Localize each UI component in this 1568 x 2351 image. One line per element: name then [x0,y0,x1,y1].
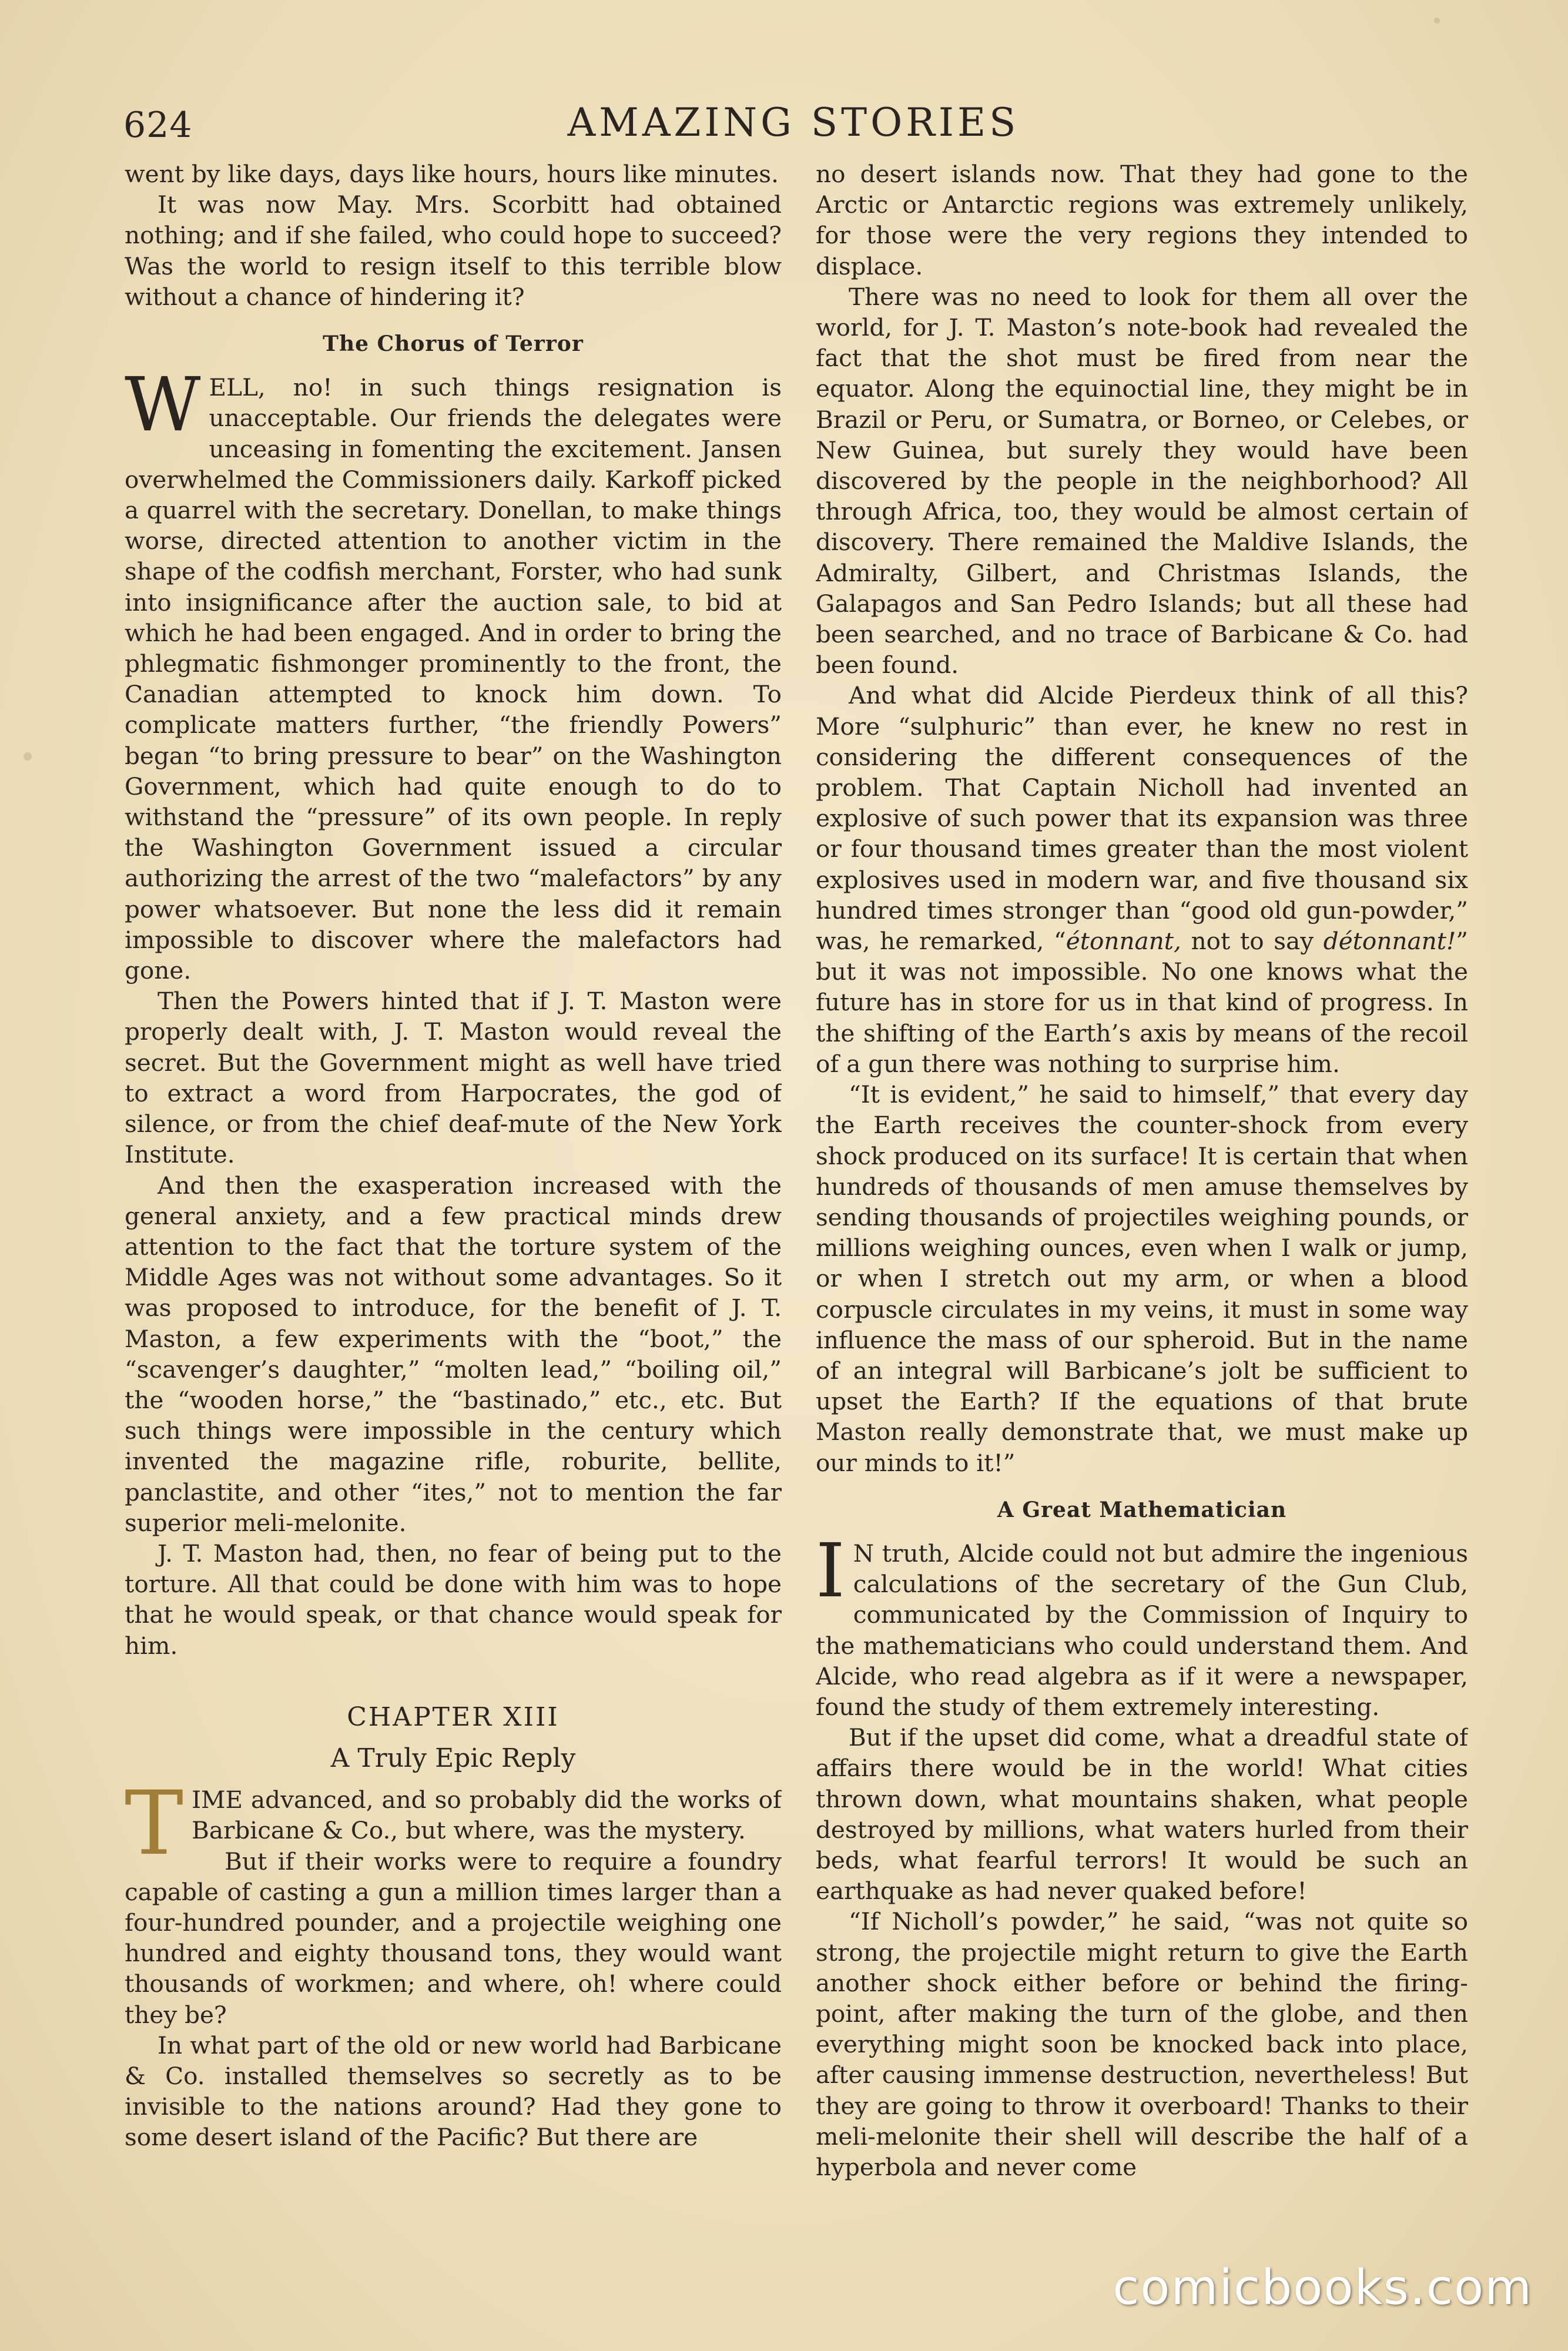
drop-cap: W [125,361,201,448]
paragraph-text: And what did Alcide Pierdeux think of all this? More “sulphuric” than ever, he knew no rest in considering the different consequences of the problem. That Captain Nicholl had invented an explosive of such power that its expansion was three or four thousand times greater than the most violent explosives used in modern war, and five thousand six hundred times stronger than “good old gun-powder,” was, he remarked, “ [816,681,1468,956]
paragraph [125,1773,782,1876]
paragraph: It was now May. Mrs. Scorbitt had obtained nothing; and if she failed, who could hope to succeed? Was the world to resign itself to this terrible blow without a chance of hindering it? [125,190,782,311]
right-column [816,159,1468,2251]
paragraph: In what part of the old or new world had Barbicane & Co. installed themselves so secretly as to be invisible to the nations around? Had they gone to some desert island of the Pacific? But there are [125,2031,782,2152]
paragraph: “It is evident,” he said to himself,” that every day the Earth receives the counter-shock from every shock produced on its surface! It is certain that when hundreds of thousands of men amuse themselves by sending thousands of projectiles weighing pounds, or millions weighing ounces, even when I walk or jump, or when I stretch out my arm, or when a blood corpuscle circulates in my veins, it must in some way influence the mass of our spheroid. But in the name of an integral will Barbicane’s jolt be sufficient to upset the Earth? If the equations of that brute Maston really demonstrate that, we must make up our minds to it!” [816,1080,1468,1477]
left-column [125,159,782,2251]
paragraph: no desert islands now. That they had gone to the Arctic or Antarctic regions was extremely unlikely, for those were the very regions they intended to displace. [816,160,1468,280]
page-header [123,100,1463,165]
paragraph-text: IME advanced, and so probably did the works of Barbicane & Co., but where, was the mystery. [192,1786,782,1845]
paper-stain [1434,18,1440,24]
paragraph-text: ELL, no! in such things resignation is unacceptable. Our friends the delegates were unceasing in fomenting the excitement. Jansen overwhelmed the Commissioners daily. Karkoff picked a quarrel with the secretary. Donellan, to make things worse, directed attention to another victim in the shape of the codfish merchant, Forster, who had sunk into insignificance after the auction sale, to bid at which he had been engaged. And in order to bring the phlegmatic fishmonger prominently to the front, the Canadian attempted to knock him down. To complicate matters further, “the friendly Powers” began “to bring pressure to bear” on the Washington Government, which had quite enough to do to withstand the “pressure” of its own people. In reply the Washington Government issued a circular authorizing the arrest of the two “malefactors” by any power whatsoever. But none the less did it remain impossible to discover where the malefactors had gone. [125,373,782,985]
paper-stain [24,752,32,761]
running-title: AMAZING STORIES [567,100,1020,145]
italic-text: détonnant! [1323,927,1456,956]
page-number: 624 [123,105,193,146]
paragraph-text: ” but it was not impossible. No one knows what the future has in store for us in that kind of progress. In the shifting of the Earth’s axis by means of the recoil of a gun there was nothing to surprise him. [816,927,1468,1078]
paragraph [816,1527,1468,1722]
drop-cap: T [125,1773,184,1876]
watermark: comicbooks.com [1113,2260,1533,2316]
paragraph: But if the upset did come, what a dreadful state of affairs there would be in the world! What cities thrown down, what mountains shaken, what people destroyed by millions, what waters hurled from their beds, what fearful terrors! It would be such an earthquake as had never quaked before! [816,1723,1468,1905]
paragraph: But if their works were to require a foundry capable of casting a gun a million times larger than a four-hundred pounder, and a projectile weighing one hundred and eighty thousand tons, they would want thousands of workmen; and where, oh! where could they be? [125,1847,782,2029]
paragraph [125,361,782,986]
paragraph [816,680,1468,1079]
paragraph: went by like days, days like hours, hours like minutes. [125,160,779,188]
paragraph: J. T. Maston had, then, no fear of being put to the torture. All that could be done with him was to hope that he would speak, or that chance would speak for him. [125,1539,782,1660]
chapter-label: CHAPTER XIII [347,1702,559,1732]
chapter-title: A Truly Epic Reply [330,1743,576,1773]
paragraph: Then the Powers hinted that if J. T. Maston were properly dealt with, J. T. Maston would reveal the secret. But the Government might as well have tried to extract a word from Harpocrates, the god of silence, or from the chief deaf-mute of the New York Institute. [125,987,782,1169]
italic-text: étonnant, [1066,927,1181,956]
section-heading: The Chorus of Terror [323,331,584,357]
section-heading: A Great Mathematician [997,1497,1287,1522]
paragraph-text: N truth, Alcide could not but admire the ingenious calculations of the secretary of the Gun Club, communicated by the Commission of Inquiry to the mathematicians who could understand them. And Alcide, who read algebra as if it were a newspaper, found the study of them extremely interesting. [816,1539,1468,1721]
paragraph-text: not to say [1181,927,1324,956]
paragraph: And then the exasperation increased with the general anxiety, and a few practical minds drew attention to the fact that the torture system of the Middle Ages was not without some advantages. So it was proposed to introduce, for the benefit of J. T. Maston, a few experiments with the “boot,” the “scavenger’s daughter,” “molten lead,” “boiling oil,” the “wooden horse,” the “bastinado,” etc., etc. But such things were impossible in the century which invented the magazine rifle, roburite, bellite, panclastite, and other “ites,” not to mention the far superior meli-melonite. [125,1171,782,1537]
paragraph: There was no need to look for them all over the world, for J. T. Maston’s note-book had revealed the fact that the shot must be fired from near the equator. Along the equinoctial line, they might be in Brazil or Peru, or Sumatra, or Borneo, or Celebes, or New Guinea, but surely they would have been discovered by the people in the neighborhood? All through Africa, too, they would be almost certain of discovery. There remained the Maldive Islands, the Admiralty, Gilbert, and Christmas Islands, the Galapagos and San Pedro Islands; but all these had been searched, and no trace of Barbicane & Co. had been found. [816,282,1468,679]
drop-cap: I [816,1527,845,1614]
paragraph: “If Nicholl’s powder,” he said, “was not quite so strong, the projectile might return to give the Earth another shock either before or behind the firing-point, after making the turn of the globe, and then everything might soon be knocked back into place, after causing immense destruction, nevertheless! But they are going to throw it overboard! Thanks to their meli-melonite their shell will describe the half of a hyperbola and never come [816,1907,1468,2181]
